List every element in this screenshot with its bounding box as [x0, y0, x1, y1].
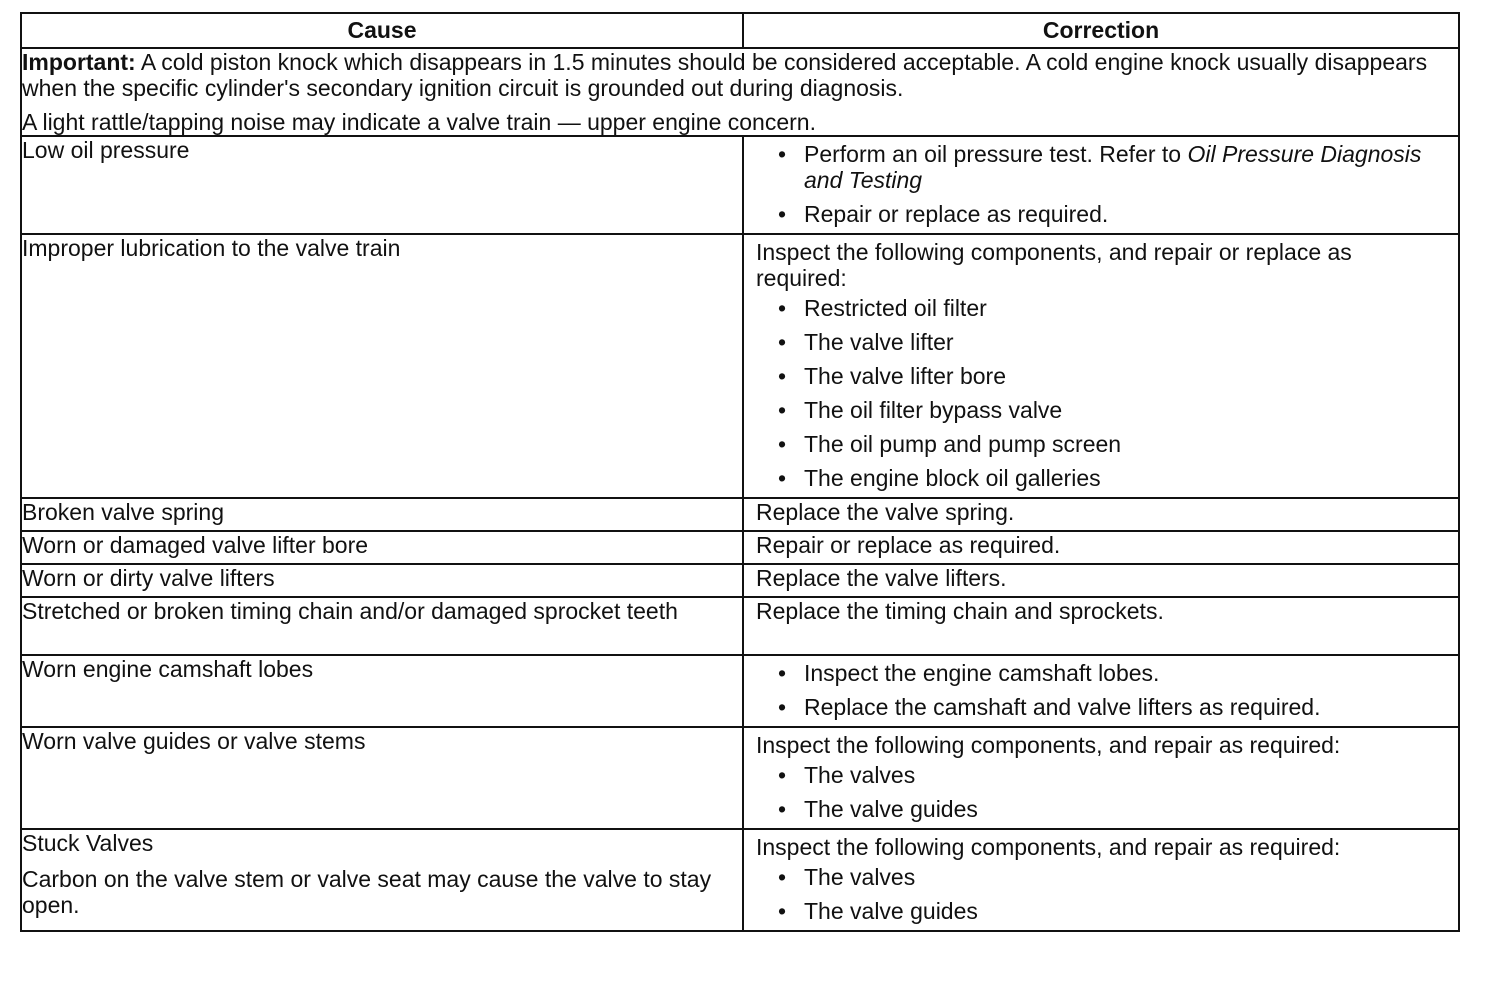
important-paragraph	[22, 49, 1458, 101]
correction-text: Replace the valve lifters.	[756, 565, 1007, 591]
header-row	[21, 13, 1459, 48]
bullet-icon: •	[778, 201, 787, 227]
correction-cell	[743, 564, 1459, 597]
cause-text: Improper lubrication to the valve train	[22, 235, 401, 261]
cause-cell	[21, 829, 743, 931]
list-item	[778, 465, 1446, 491]
cause-text: Worn or dirty valve lifters	[22, 565, 275, 591]
correction-cell	[743, 597, 1459, 655]
cause-cell	[21, 234, 743, 498]
correction-text: The valve guides	[804, 898, 978, 924]
bullet-icon: •	[778, 431, 787, 457]
correction-text: The valves	[804, 864, 916, 890]
cause-cell	[21, 564, 743, 597]
table-row	[21, 564, 1459, 597]
cause-cell	[21, 531, 743, 564]
correction-header: Correction	[743, 13, 1459, 48]
list-item	[778, 329, 1446, 355]
important-label: Important:	[22, 49, 136, 75]
cause-cell	[21, 498, 743, 531]
correction-list	[744, 137, 1458, 233]
table-row	[21, 531, 1459, 564]
correction-text: The valve lifter	[804, 329, 954, 355]
correction-text: The valve guides	[804, 796, 978, 822]
correction-cell	[743, 498, 1459, 531]
bullet-icon: •	[778, 465, 787, 491]
list-item	[778, 898, 1446, 924]
correction-text: Replace the camshaft and valve lifters as required.	[804, 694, 1321, 720]
correction-cell	[743, 531, 1459, 564]
table-row	[21, 727, 1459, 829]
correction-text: The oil pump and pump screen	[804, 431, 1122, 457]
correction-cell	[743, 136, 1459, 234]
correction-text: Replace the timing chain and sprockets.	[756, 598, 1164, 624]
table-row	[21, 136, 1459, 234]
cause-text: Worn valve guides or valve stems	[22, 728, 366, 754]
bullet-icon: •	[778, 397, 787, 423]
important-cell	[21, 48, 1459, 136]
list-item	[778, 762, 1446, 788]
correction-text: The engine block oil galleries	[804, 465, 1101, 491]
table-row	[21, 234, 1459, 498]
list-item	[778, 201, 1446, 227]
correction-cell	[743, 829, 1459, 931]
bullet-icon: •	[778, 694, 787, 720]
cause-cell	[21, 727, 743, 829]
list-item	[778, 694, 1446, 720]
bullet-icon: •	[778, 660, 787, 686]
list-item	[778, 864, 1446, 890]
correction-cell	[743, 234, 1459, 498]
bullet-icon: •	[778, 141, 787, 167]
correction-text: Repair or replace as required.	[756, 532, 1061, 558]
bullet-icon: •	[778, 762, 787, 788]
correction-text: Repair or replace as required.	[804, 201, 1109, 227]
cause-text: Stretched or broken timing chain and/or damaged sprocket teeth	[22, 598, 678, 624]
correction-text: Inspect the engine camshaft lobes.	[804, 660, 1160, 686]
correction-cell	[743, 655, 1459, 727]
bullet-icon: •	[778, 898, 787, 924]
correction-lead: Inspect the following components, and repair as required:	[756, 732, 1341, 758]
correction-cell	[743, 727, 1459, 829]
list-item	[778, 295, 1446, 321]
cause-header: Cause	[21, 13, 743, 48]
correction-list	[744, 758, 1458, 828]
bullet-icon: •	[778, 864, 787, 890]
list-item	[778, 141, 1446, 193]
list-item	[778, 397, 1446, 423]
list-item	[778, 431, 1446, 457]
correction-text: Perform an oil pressure test. Refer to	[804, 141, 1188, 167]
cause-text: Worn engine camshaft lobes	[22, 656, 314, 682]
correction-list	[744, 656, 1458, 726]
correction-text: Restricted oil filter	[804, 295, 987, 321]
important-row	[21, 48, 1459, 136]
cause-note: Carbon on the valve stem or valve seat may cause the valve to stay open.	[22, 866, 712, 918]
correction-list	[744, 291, 1458, 497]
list-item	[778, 660, 1446, 686]
list-item	[778, 363, 1446, 389]
correction-text: The oil filter bypass valve	[804, 397, 1063, 423]
correction-lead: Inspect the following components, and repair or replace as required:	[756, 239, 1352, 291]
correction-list	[744, 860, 1458, 930]
table-row	[21, 498, 1459, 531]
correction-text: The valves	[804, 762, 916, 788]
list-item	[778, 796, 1446, 822]
important-note: A light rattle/tapping noise may indicate a valve train — upper engine concern.	[22, 109, 816, 135]
cause-cell	[21, 655, 743, 727]
correction-text: Replace the valve spring.	[756, 499, 1015, 525]
cause-text: Worn or damaged valve lifter bore	[22, 532, 369, 558]
cause-text: Broken valve spring	[22, 499, 224, 525]
cause-cell	[21, 136, 743, 234]
table-row	[21, 597, 1459, 655]
bullet-icon: •	[778, 796, 787, 822]
reference-link-text: Oil Pressure Diagnosis and Testing	[804, 141, 1422, 193]
table-row	[21, 655, 1459, 727]
bullet-icon: •	[778, 329, 787, 355]
important-text: A cold piston knock which disappears in 1.5 minutes should be considered acceptable. A cold engine knock usually disappears when the specific cylinder's secondary ignition circuit is grounded out during diagnosis.	[22, 49, 1428, 101]
bullet-icon: •	[778, 295, 787, 321]
correction-text: The valve lifter bore	[804, 363, 1006, 389]
table-row	[21, 829, 1459, 931]
bullet-icon: •	[778, 363, 787, 389]
cause-cell	[21, 597, 743, 655]
correction-lead: Inspect the following components, and repair as required:	[756, 834, 1341, 860]
diagnosis-table	[20, 12, 1460, 932]
cause-text: Low oil pressure	[22, 137, 190, 163]
cause-text: Stuck Valves	[22, 830, 154, 856]
